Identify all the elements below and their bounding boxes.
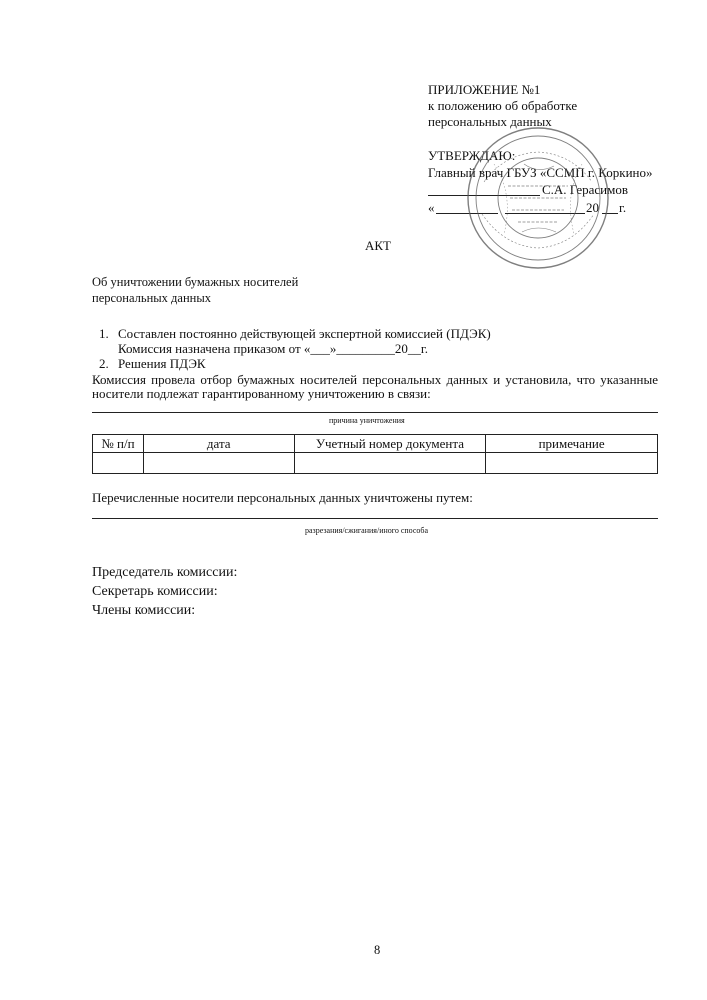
cell-date: [143, 453, 294, 474]
order-line: Комиссия назначена приказом от «___»_________20__г.: [118, 341, 429, 356]
item-2-number: 2.: [99, 356, 109, 371]
cell-note: [486, 453, 658, 474]
item-2-text: Решения ПДЭК: [118, 356, 206, 371]
cell-document-number: [294, 453, 486, 474]
approval-label: УТВЕРЖДАЮ:: [428, 148, 516, 163]
approval-date-end: г.: [619, 200, 627, 215]
reason-caption: причина уничтожения: [329, 416, 405, 425]
header-document-number: Учетный номер документа: [294, 435, 486, 453]
appendix-line-3: персональных данных: [428, 114, 552, 129]
act-title: АКТ: [365, 238, 391, 253]
approval-name: С.А. Герасимов: [542, 182, 628, 197]
reason-line: [92, 412, 658, 413]
secretary-label: Секретарь комиссии:: [92, 584, 218, 599]
appendix-title: ПРИЛОЖЕНИЕ №1: [428, 82, 541, 97]
table-row: [93, 453, 658, 474]
page-number: 8: [374, 943, 381, 957]
destruction-table: [92, 434, 658, 474]
commission-text-line-2: носители подлежат гарантированному уничтожению в связи:: [92, 386, 431, 401]
appendix-line-2: к положению об обработке: [428, 98, 578, 113]
commission-text-line-1: Комиссия провела отбор бумажных носителей персональных данных и установила, что указанные: [92, 372, 658, 387]
method-line: [92, 518, 658, 519]
cell-number: [93, 453, 144, 474]
header-date: дата: [143, 435, 294, 453]
header-note: примечание: [486, 435, 658, 453]
table-header-row: [93, 435, 658, 453]
approval-date-year: 20: [586, 200, 599, 215]
header-number: № п/п: [93, 435, 144, 453]
subject-line-2: персональных данных: [92, 291, 211, 305]
item-1-number: 1.: [99, 326, 109, 341]
members-label: Члены комиссии:: [92, 603, 196, 618]
subject-line-1: Об уничтожении бумажных носителей: [92, 275, 299, 289]
approval-position: Главный врач ГБУЗ «ССМП г. Коркино»: [428, 165, 653, 180]
official-stamp: [464, 124, 612, 272]
destroyed-text: Перечисленные носители персональных данных уничтожены путем:: [92, 490, 473, 505]
chair-label: Председатель комиссии:: [92, 565, 238, 580]
item-1-text: Составлен постоянно действующей экспертной комиссией (ПДЭК): [118, 326, 491, 341]
method-caption: разрезания/сжигания/иного способа: [305, 526, 429, 535]
approval-date-open: «: [428, 200, 435, 215]
